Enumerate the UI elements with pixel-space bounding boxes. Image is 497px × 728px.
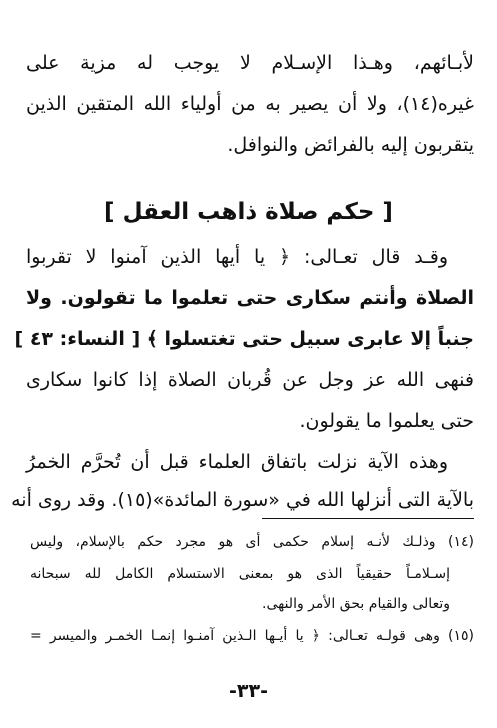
body-line: يتقربون إليه بالفرائض والنوافل. bbox=[227, 134, 474, 156]
footnote-separator bbox=[262, 518, 474, 519]
body-line: وقـد قال تعـالى: ﴿ يا أيها الذين آمنوا لا تقربوا bbox=[26, 246, 448, 268]
footnote-line: (١٥) وهى قولـه تعـالى: ﴿ يا أيـها الـذين آمنـوا إنمـا الخمـر والميسر = bbox=[30, 628, 474, 644]
page-number: -٣٣- bbox=[229, 680, 268, 702]
quran-verse-line: جنباً إلا عابرى سبيل حتى تغتسلوا ﴾ [ النساء: ٤٣ ] bbox=[14, 328, 474, 350]
section-heading: [ حكم صلاة ذاهب العقل ] bbox=[104, 199, 393, 225]
footnote-line: وتعالى والقيام بحق الأمر والنهى. bbox=[262, 596, 450, 612]
body-line: حتى يعلموا ما يقولون. bbox=[299, 410, 474, 432]
body-line: فنهى الله عز وجل عن قُربان الصلاة إذا كانوا سكارى bbox=[26, 369, 474, 391]
body-line: بالآية التى أنزلها الله في «سورة المائدة»(١٥). وقد روى أنه bbox=[11, 489, 474, 511]
body-line: لأبـائهم، وهـذا الإسـلام لا يوجب له مزية على bbox=[26, 52, 474, 74]
quran-verse-line: الصلاة وأنتم سكارى حتى تعلموا ما تقولون. ولا bbox=[26, 287, 474, 309]
footnote-line: إسـلامـاً حقيقياً الذى هو بمعنى الاستسلام الكامل لله سبحانه bbox=[30, 566, 450, 582]
footnote-line: (١٤) وذلـك لأنـه إسلام حكمى أى هو مجرد حكم بالإسلام، وليس bbox=[30, 534, 474, 550]
body-line: غيره(١٤)، ولا أن يصير به من أولياء الله المتقين الذين bbox=[26, 93, 474, 115]
body-line: وهذه الآية نزلت باتفاق العلماء قبل أن تُحرَّم الخمرُ bbox=[26, 451, 448, 473]
